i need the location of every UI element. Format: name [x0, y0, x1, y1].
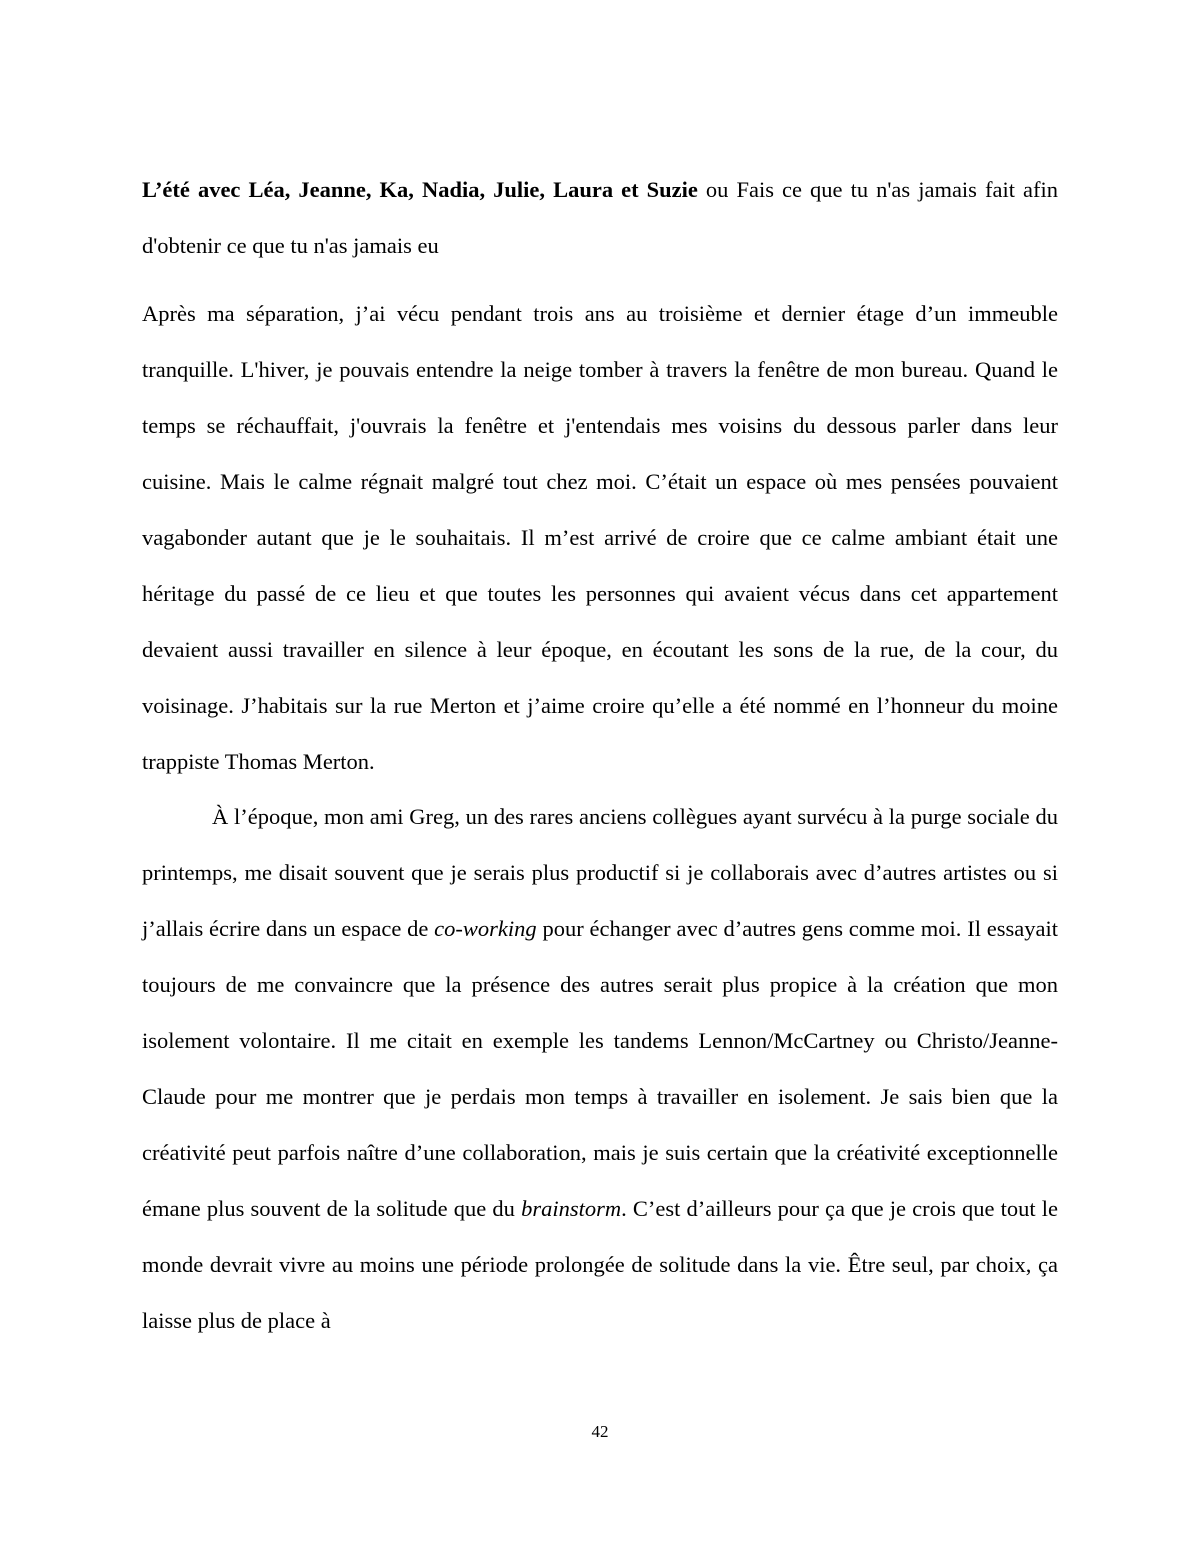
paragraph-2-part-2: pour échanger avec d’autres gens comme moi. Il essayait toujours de me convaincre que la présence des autres serait plus propice à la création que mon isolement volontaire. Il me citait en exemple les tandems Lennon/McCartney ou Christo/Jeanne-Claude pour me montrer que je perdais mon temps à travailler en isolement. Je sais bien que la créativité peut parfois naître d’une collaboration, mais je suis certain que la créativité exceptionnelle émane plus souvent de la solitude que du — [142, 916, 1059, 1221]
chapter-title — [142, 162, 1058, 274]
paragraph-2-part-3: . C’est d’ailleurs pour ça que je crois que tout le monde devrait vivre au moins une période prolongée de solitude dans la vie. Être seul, par choix, ça laisse plus de place à — [142, 1196, 1058, 1333]
chapter-subtitle: ou Fais ce que tu n'as jamais fait afin d'obtenir ce que tu n'as jamais eu — [142, 177, 1058, 258]
paragraph-1: Après ma séparation, j’ai vécu pendant trois ans au troisième et dernier étage d’un immeuble tranquille. L'hiver, je pouvais entendre la neige tomber à travers la fenêtre de mon bureau. Quand le temps se réchauffait, j'ouvrais la fenêtre et j'entendais mes voisins du dessous parler dans leur cuisine. Mais le calme régnait malgré tout chez moi. C’était un espace où mes pensées pouvaient vagabonder autant que je le souhaitais. Il m’est arrivé de croire que ce calme ambiant était une héritage du passé de ce lieu et que toutes les personnes qui avaient vécus dans cet appartement devaient aussi travailler en silence à leur époque, en écoutant les sons de la rue, de la cour, du voisinage. J’habitais sur la rue Merton et j’aime croire qu’elle a été nommé en l’honneur du moine trappiste Thomas Merton. — [142, 301, 1058, 774]
page-number: 42 — [591, 1422, 609, 1441]
italic-co-working: co-working — [434, 916, 537, 941]
italic-brainstorm: brainstorm — [521, 1196, 622, 1221]
paragraph-2-part-1: À l’époque, mon ami Greg, un des rares anciens collègues ayant survécu à la purge sociale du printemps, me disait souvent que je serais plus productif si je collaborais avec d’autres artistes ou si j’allais écrire dans un espace de — [142, 804, 1058, 941]
chapter-title-bold: L’été avec Léa, Jeanne, Ka, Nadia, Julie, Laura et Suzie — [142, 177, 698, 202]
paragraph-2 — [142, 789, 1058, 1349]
